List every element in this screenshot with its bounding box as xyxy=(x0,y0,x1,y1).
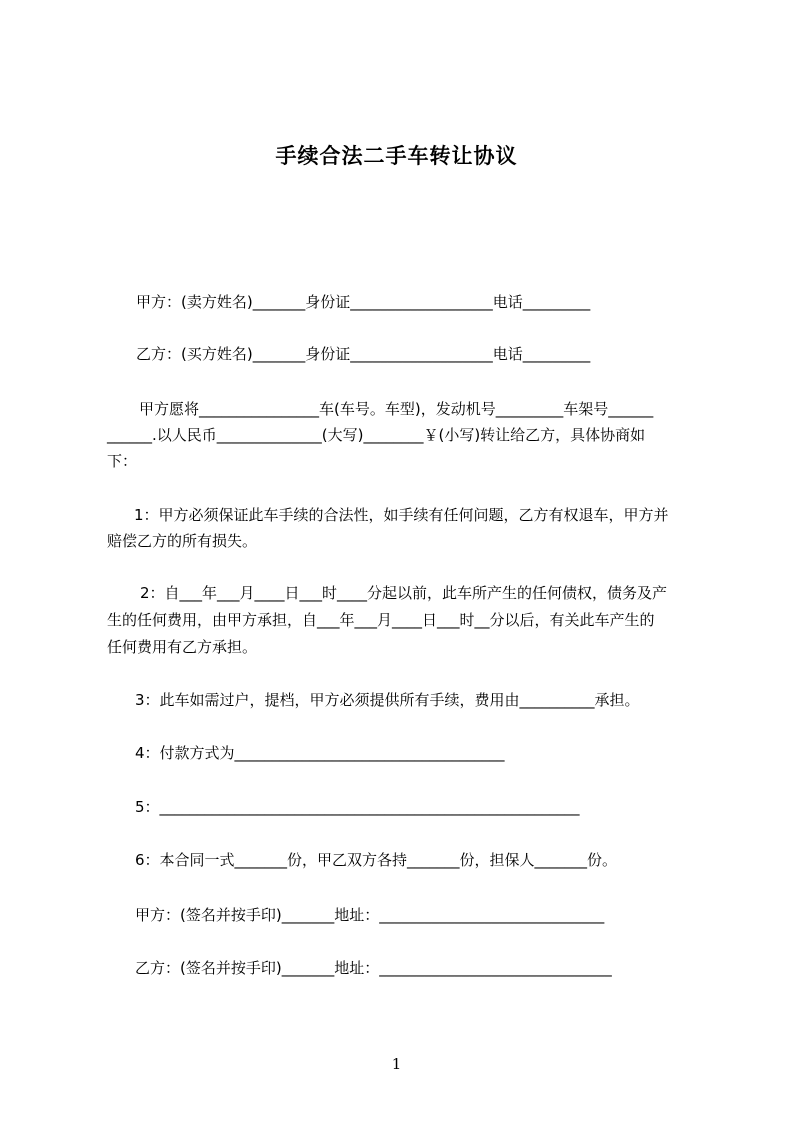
transfer-clause-line-1: 甲方愿将________________车(车号。车型)，发动机号_________车架号______ xyxy=(139,400,654,418)
clause-1-line-1: 1：甲方必须保证此车手续的合法性，如手续有任何问题，乙方有权退车，甲方并 xyxy=(134,506,669,524)
clause-2-line-2: 生的任何费用，由甲方承担，自___年___月____日___时__分以后，有关此车产生的 xyxy=(107,611,655,629)
page-number: 1 xyxy=(391,1055,402,1073)
clause-2-line-3: 任何费用有乙方承担。 xyxy=(107,638,258,656)
party-b-buyer-line: 乙方：(买方姓名)_______身份证___________________电话_________ xyxy=(136,345,591,363)
transfer-clause-line-2: ______.以人民币______________(大写)________￥(小写)转让给乙方，具体协商如 xyxy=(107,426,646,444)
clause-4-line: 4：付款方式为____________________________________ xyxy=(135,744,505,762)
clause-5-line: 5：________________________________________________________ xyxy=(135,798,580,816)
clause-2-line-1: 2：自___年___月____日___时____分起以前，此车所产生的任何债权，债务及产 xyxy=(140,584,668,602)
document-title: 手续合法二手车转让协议 xyxy=(275,144,518,168)
clause-3-line: 3：此车如需过户，提档，甲方必须提供所有手续，费用由__________承担。 xyxy=(135,691,640,709)
party-b-signature-line: 乙方：(签名并按手印)_______地址：_______________________________ xyxy=(135,959,612,977)
clause-6-line: 6：本合同一式_______份，甲乙双方各持_______份，担保人_______份。 xyxy=(135,851,618,869)
party-a-signature-line: 甲方：(签名并按手印)_______地址：______________________________ xyxy=(135,906,605,924)
clause-1-line-2: 赔偿乙方的所有损失。 xyxy=(107,532,258,550)
transfer-clause-line-3: 下： xyxy=(107,452,138,470)
party-a-seller-line: 甲方：(卖方姓名)_______身份证___________________电话_________ xyxy=(136,293,591,311)
